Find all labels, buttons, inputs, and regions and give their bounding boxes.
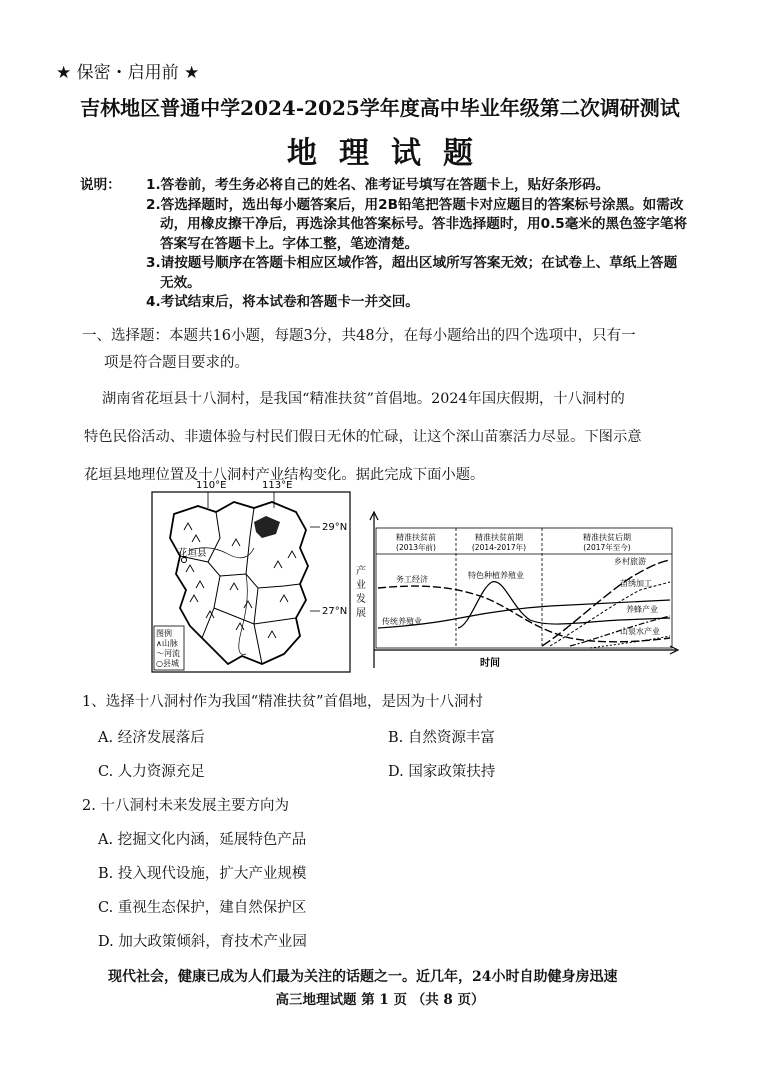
section-heading bbox=[82, 323, 682, 377]
legend-item: ∧山脉 bbox=[156, 639, 178, 648]
subject-title: 地理试题 bbox=[287, 136, 495, 171]
phase-name: 精准扶贫后期 bbox=[583, 533, 631, 542]
instructions bbox=[80, 176, 688, 313]
question-1-option-b[interactable]: B. 自然资源丰富 bbox=[388, 730, 495, 746]
series-label: 传统养殖业 bbox=[382, 617, 422, 626]
series-label: 特色种植养殖业 bbox=[468, 571, 524, 580]
phase-period: (2014-2017年) bbox=[471, 543, 527, 552]
figure-svg bbox=[150, 478, 690, 678]
series-label: 务工经济 bbox=[396, 575, 428, 584]
question-2-option-c[interactable]: C. 重视生态保护，建自然保护区 bbox=[98, 900, 307, 916]
industry-chart bbox=[356, 512, 678, 669]
question-1-option-d[interactable]: D. 国家政策扶持 bbox=[388, 764, 496, 780]
instruction-item: 2.答选择题时，选出每小题答案后，用2B铅笔把答题卡对应题目的答案标号涂黑。如需改动，用橡皮擦干净后，再选涂其他答案标号。答非选择题时，用0.5毫米的黑色签字笔将答案写在答题卡上。字体工整，笔迹清楚。 bbox=[146, 196, 688, 252]
chart-ylabel-3: 发 bbox=[356, 594, 366, 605]
confidential-mark: ★ 保密・启用前 ★ bbox=[56, 63, 200, 83]
map-lon-label: 113°E bbox=[262, 480, 293, 491]
lake bbox=[254, 516, 280, 538]
page-footer: 高三地理试题 第 1 页 （共 8 页） bbox=[275, 992, 485, 1008]
phase-period: (2013年前) bbox=[396, 543, 436, 552]
intro-passage bbox=[84, 380, 684, 494]
question-2-option-a[interactable]: A. 挖掘文化内涵，延展特色产品 bbox=[98, 832, 307, 848]
chart-ylabel-4: 展 bbox=[356, 608, 366, 619]
series-line-embroidery bbox=[550, 582, 670, 646]
intro-line: 花垣县地理位置及十八洞村产业结构变化。据此完成下面小题。 bbox=[84, 467, 485, 483]
instruction-item: 4.考试结束后，将本试卷和答题卡一并交回。 bbox=[146, 294, 419, 310]
map-lat-label: 29°N bbox=[322, 522, 348, 533]
intro-line: 湖南省花垣县十八洞村，是我国“精准扶贫”首倡地。2024年国庆假期，十八洞村的 bbox=[102, 391, 625, 407]
series-label: 山泉水产业 bbox=[620, 627, 660, 636]
county-label: 花垣县 bbox=[178, 548, 207, 559]
legend-item: ～河流 bbox=[156, 649, 180, 658]
instructions-label: 说明： bbox=[80, 177, 121, 193]
figure bbox=[150, 478, 690, 682]
phase-name: 精准扶贫前期 bbox=[475, 533, 523, 542]
section-line: 一、选择题：本题共16小题，每题3分，共48分，在每小题给出的四个选项中，只有一 bbox=[82, 328, 636, 344]
question-2-option-d[interactable]: D. 加大政策倾斜，育技术产业园 bbox=[98, 934, 307, 950]
next-passage-start: 现代社会，健康已成为人们最为关注的话题之一。近几年，24小时自助健身房迅速 bbox=[108, 969, 618, 985]
chart-ylabel-1: 产 bbox=[356, 566, 366, 577]
chart-xlabel: 时间 bbox=[480, 658, 500, 669]
chart-ylabel-2: 业 bbox=[356, 580, 366, 591]
map-lon-label: 110°E bbox=[196, 480, 227, 491]
question-2-stem: 2. 十八洞村未来发展主要方向为 bbox=[82, 798, 289, 814]
series-label: 苗绣加工 bbox=[620, 579, 652, 588]
question-1-option-c[interactable]: C. 人力资源充足 bbox=[98, 764, 205, 780]
legend-item: ○县城 bbox=[156, 659, 179, 668]
series-label: 养蜂产业 bbox=[626, 605, 658, 614]
province-outline bbox=[170, 502, 308, 664]
question-2-option-b[interactable]: B. 投入现代设施，扩大产业规模 bbox=[98, 866, 307, 882]
series-label: 乡村旅游 bbox=[614, 557, 646, 566]
exam-title: 吉林地区普通中学2024-2025学年度高中毕业年级第二次调研测试 bbox=[80, 96, 680, 120]
section-line: 项是符合题目要求的。 bbox=[104, 355, 249, 371]
phase-period: (2017年至今) bbox=[583, 543, 631, 552]
instruction-item: 3.请按题号顺序在答题卡相应区域作答，超出区域所写答案无效；在试卷上、草纸上答题无效。 bbox=[146, 255, 678, 291]
intro-line: 特色民俗活动、非遗体验与村民们假日无休的忙碌，让这个深山苗寨活力尽显。下图示意 bbox=[84, 429, 642, 445]
instruction-item: 1.答卷前，考生务必将自己的姓名、准考证号填写在答题卡上，贴好条形码。 bbox=[146, 177, 610, 193]
legend-title: 图例 bbox=[156, 629, 172, 638]
map-lat-label: 27°N bbox=[322, 606, 348, 617]
phase-name: 精准扶贫前 bbox=[396, 533, 436, 542]
question-1-stem: 1、选择十八洞村作为我国“精准扶贫”首倡地，是因为十八洞村 bbox=[82, 694, 484, 710]
question-1-option-a[interactable]: A. 经济发展落后 bbox=[98, 730, 205, 746]
